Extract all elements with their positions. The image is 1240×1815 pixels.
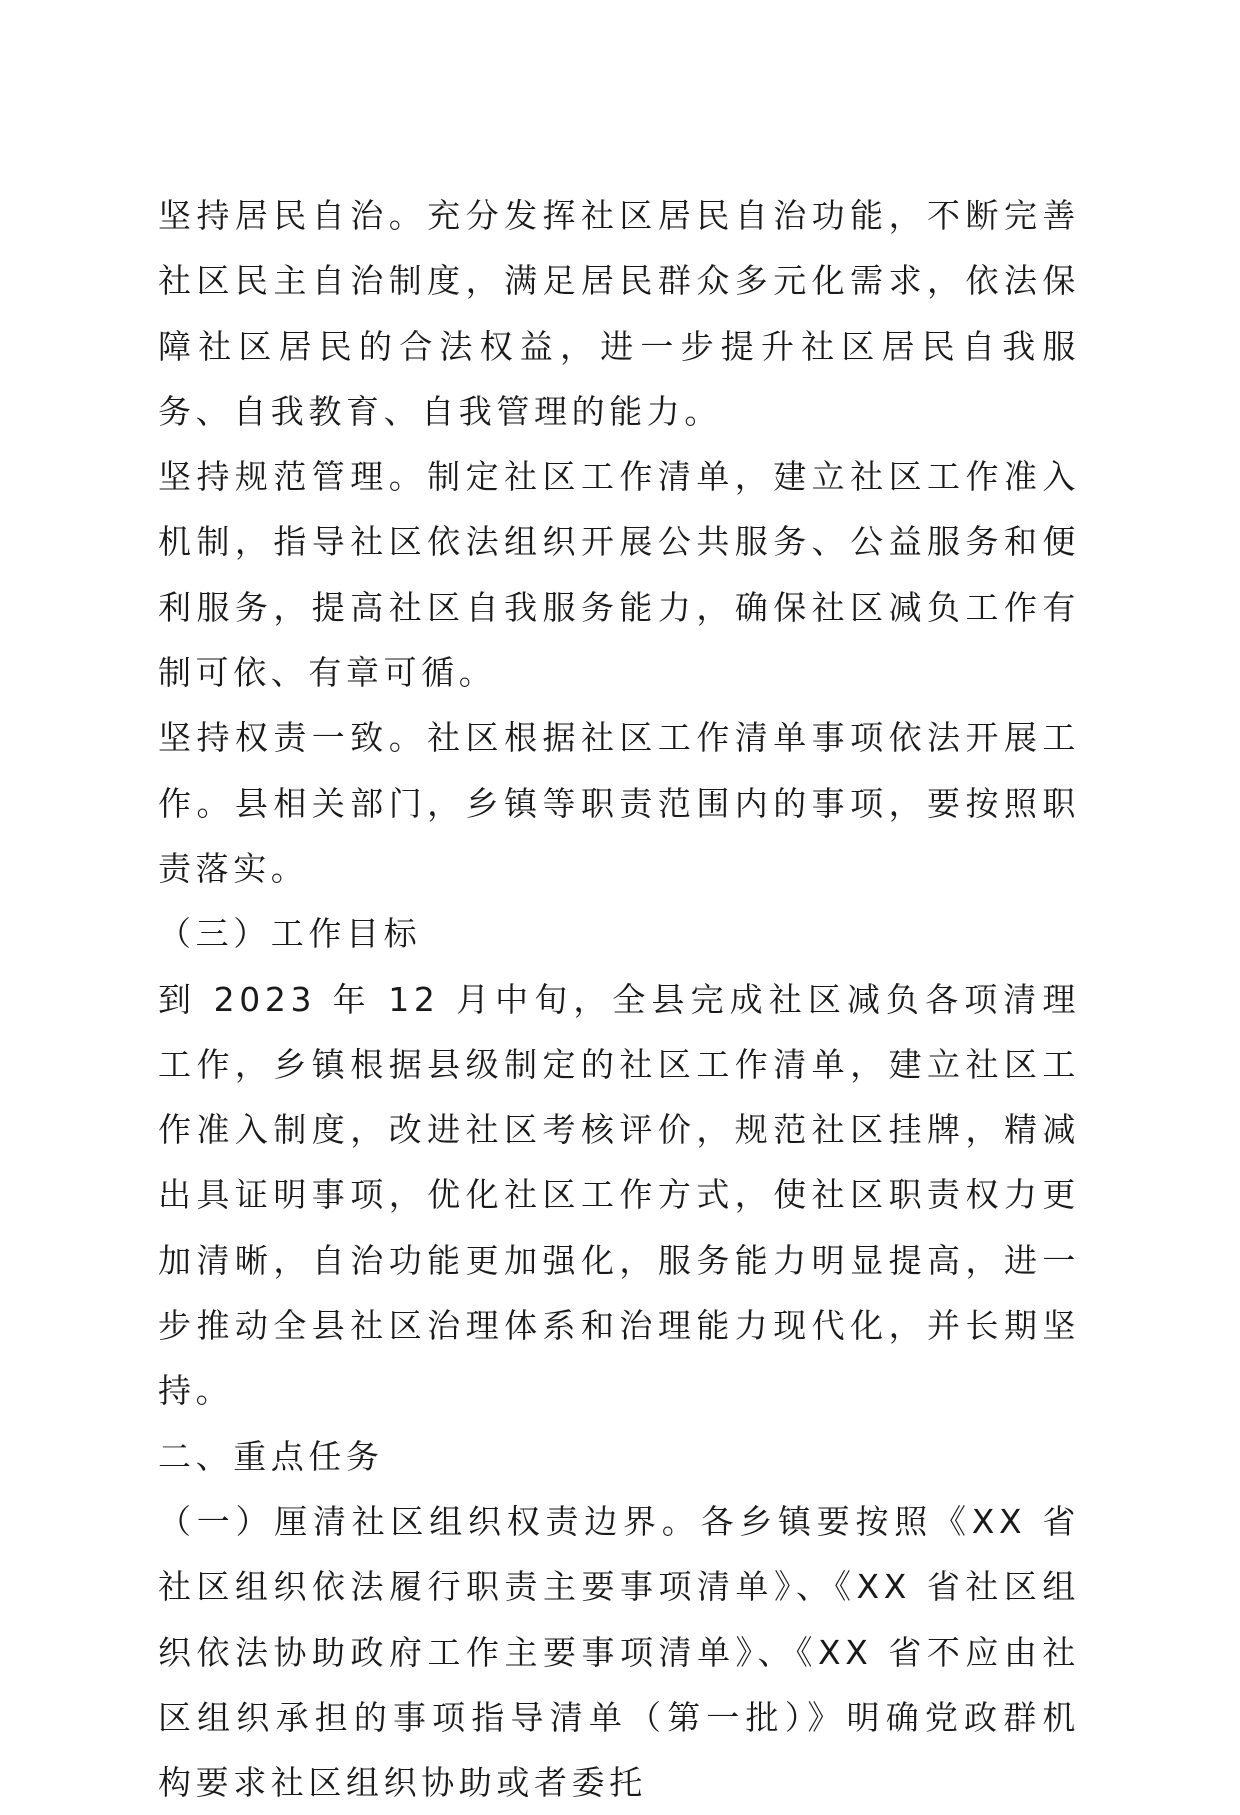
document-body	[158, 183, 1080, 1815]
paragraph-work-goals: 到 2023 年 12 月中旬，全县完成社区减负各项清理工作，乡镇根据县级制定的社区工作清单，建立社区工作准入制度，改进社区考核评价，规范社区挂牌，精减出具证明事项，优化社区工作方式，使社区职责权力更加清晰，自治功能更加强化，服务能力明显提高，进一步推动全县社区治理体系和治理能力现代化，并长期坚持。	[158, 979, 1080, 1411]
heading-key-tasks: 二、重点任务	[158, 1436, 384, 1476]
heading-work-goals: （三）工作目标	[158, 914, 422, 954]
paragraph-rights-responsibilities: 坚持权责一致。社区根据社区工作清单事项依法开展工作。县相关部门，乡镇等职责范围内的事项，要按照职责落实。	[158, 718, 1080, 888]
paragraph-standard-management: 坚持规范管理。制定社区工作清单，建立社区工作准入机制，指导社区依法组织开展公共服务、公益服务和便利服务，提高社区自我服务能力，确保社区减负工作有制可依、有章可循。	[158, 457, 1080, 693]
paragraph-resident-autonomy: 坚持居民自治。充分发挥社区居民自治功能，不断完善社区民主自治制度，满足居民群众多元化需求，依法保障社区居民的合法权益，进一步提升社区居民自我服务、自我教育、自我管理的能力。	[158, 196, 1080, 431]
paragraph-task-one: （一）厘清社区组织权责边界。各乡镇要按照《XX 省社区组织依法履行职责主要事项清单》、《XX 省社区组织依法协助政府工作主要事项清单》、《XX 省不应由社区组织承担的事项指导清单（第一批）》明确党政群机构要求社区组织协助或者委托	[158, 1501, 1080, 1803]
